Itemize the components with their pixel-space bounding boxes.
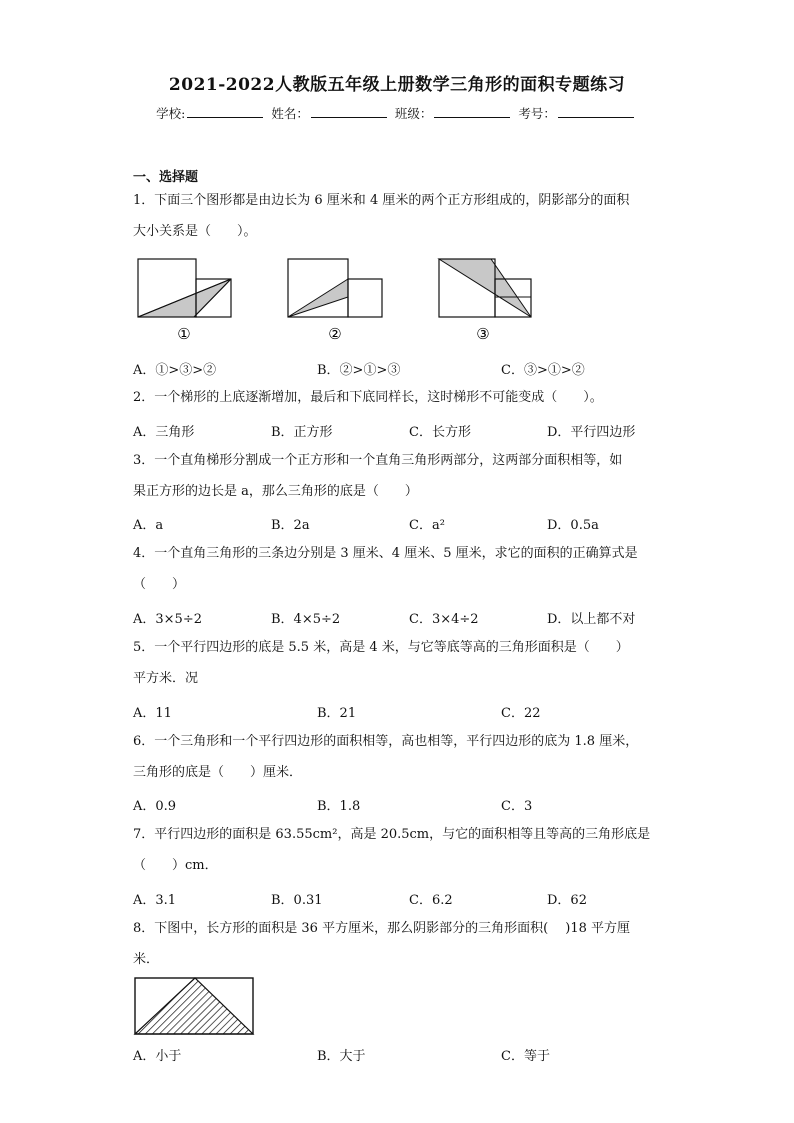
- shaded-triangle: [288, 279, 348, 317]
- option-a[interactable]: A．0.9: [133, 799, 177, 814]
- question-3-line-1: 3．一个直角梯形分割成一个正方形和一个直角三角形两部分，这两部分面积相等，如: [133, 453, 623, 468]
- option-c[interactable]: C．③>①>②: [501, 363, 585, 378]
- name-blank[interactable]: [311, 105, 387, 118]
- small-square: [348, 279, 382, 317]
- question-7-line-1: 7．平行四边形的面积是 63.55cm²，高是 20.5cm，与它的面积相等且等高的三角形底是: [133, 827, 651, 842]
- question-3-line-2: 果正方形的边长是 a，那么三角形的底是（ ）: [133, 484, 418, 499]
- question-2-line-1: 2．一个梯形的上底逐渐增加，最后和下底同样长，这时梯形不可能变成（ ）。: [133, 390, 603, 405]
- school-blank[interactable]: [187, 105, 263, 118]
- question-6-line-2: 三角形的底是（ ）厘米．: [133, 765, 303, 780]
- question-8-line-1: 8．下图中，长方形的面积是 36 平方厘米，那么阴影部分的三角形面积( )18 平方厘: [133, 921, 631, 936]
- question-5-line-1: 5．一个平行四边形的底是 5.5 米，高是 4 米，与它等底等高的三角形面积是（ ）: [133, 640, 629, 655]
- exam-number-blank[interactable]: [558, 105, 634, 118]
- option-a[interactable]: A．①>③>②: [133, 363, 217, 378]
- figure-label: ③: [476, 325, 490, 343]
- class-label: 班级：: [394, 106, 433, 121]
- question-1-figure-2: [284, 257, 384, 345]
- option-b[interactable]: B．正方形: [271, 425, 333, 440]
- class-blank[interactable]: [434, 105, 510, 118]
- option-c[interactable]: C．a²: [409, 518, 445, 533]
- name-label: 姓名：: [271, 106, 309, 121]
- option-b[interactable]: B．4×5÷2: [271, 612, 341, 627]
- question-4-line-2: （ ）: [133, 577, 186, 592]
- option-a[interactable]: A．小于: [133, 1049, 182, 1064]
- option-d[interactable]: D．平行四边形: [547, 425, 636, 440]
- option-a[interactable]: A．11: [133, 706, 172, 721]
- question-5-line-2: 平方米．况: [133, 671, 199, 686]
- option-a[interactable]: A．3.1: [133, 893, 177, 908]
- figure-label: ①: [177, 325, 191, 343]
- question-1-line-1: 1．下面三个图形都是由边长为 6 厘米和 4 厘米的两个正方形组成的，阴影部分的面积: [133, 193, 630, 208]
- option-b[interactable]: B．2a: [271, 518, 310, 533]
- option-b[interactable]: B．②>①>③: [317, 363, 401, 378]
- option-b[interactable]: B．21: [317, 706, 357, 721]
- section-title: 一、选择题: [133, 170, 199, 185]
- option-c[interactable]: C．22: [501, 706, 541, 721]
- question-1-figure-3: [435, 257, 535, 345]
- option-c[interactable]: C．长方形: [409, 425, 471, 440]
- option-d[interactable]: D．以上都不对: [547, 612, 636, 627]
- exam-number-label: 考号：: [518, 106, 556, 121]
- option-a[interactable]: A．三角形: [133, 425, 195, 440]
- shaded-triangle: [439, 259, 531, 317]
- school-label: 学校:: [156, 106, 186, 121]
- option-a[interactable]: A．a: [133, 518, 164, 533]
- student-info-line: [0, 104, 794, 122]
- question-4-line-1: 4．一个直角三角形的三条边分别是 3 厘米、4 厘米、5 厘米，求它的面积的正确算式是: [133, 546, 638, 561]
- option-a[interactable]: A．3×5÷2: [133, 612, 202, 627]
- question-1-figure-1: [134, 257, 234, 345]
- question-8-figure: [133, 975, 257, 1037]
- option-d[interactable]: D．62: [547, 893, 587, 908]
- option-c[interactable]: C．等于: [501, 1049, 550, 1064]
- option-b[interactable]: B．0.31: [271, 893, 323, 908]
- question-6-line-1: 6．一个三角形和一个平行四边形的面积相等，高也相等，平行四边形的底为 1.8 厘米，: [133, 734, 639, 749]
- question-8-line-2: 米．: [133, 952, 160, 967]
- question-1-line-2: 大小关系是（ ）。: [133, 224, 257, 239]
- option-b[interactable]: B．1.8: [317, 799, 361, 814]
- option-c[interactable]: C．3×4÷2: [409, 612, 479, 627]
- option-b[interactable]: B．大于: [317, 1049, 366, 1064]
- option-c[interactable]: C．6.2: [409, 893, 453, 908]
- option-d[interactable]: D．0.5a: [547, 518, 599, 533]
- page-title: 2021-2022人教版五年级上册数学三角形的面积专题练习: [168, 75, 626, 95]
- option-c[interactable]: C．3: [501, 799, 533, 814]
- figure-label: ②: [328, 325, 342, 343]
- question-7-line-2: （ ）cm．: [133, 858, 218, 873]
- hatched-triangle: [135, 978, 253, 1034]
